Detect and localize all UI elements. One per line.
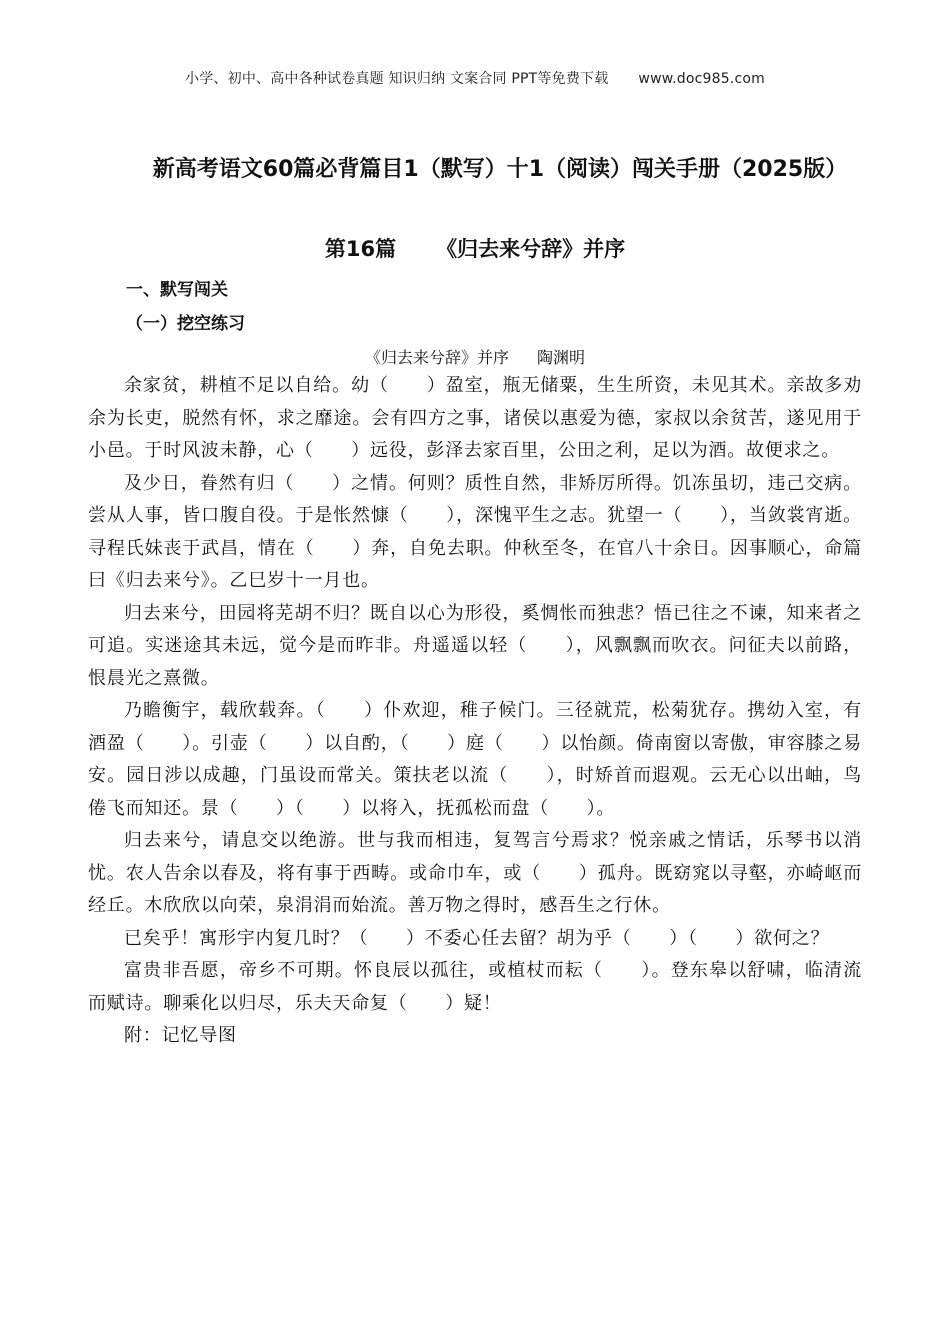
site-header <box>0 68 950 88</box>
paragraph: 乃瞻衡宇，载欣载奔。（ ）仆欢迎，稚子候门。三径就荒，松菊犹存。携幼入室，有酒盈（ ）。引壶（ ）以自酌，（ ）庭（ ）以怡颜。倚南窗以寄傲，审容膝之易安。园日涉以成趣，门虽设而常关。策扶老以流（ ），时矫首而遐观。云无心以出岫，鸟倦飞而知还。景（ ）（ ）以将入，抚孤松而盘（ ）。 <box>88 700 862 819</box>
chapter-number: 第16篇 <box>324 237 397 261</box>
paragraph: 富贵非吾愿，帝乡不可期。怀良辰以孤往，或植杖而耘（ ）。登东皋以舒啸，临清流而赋诗。聊乘化以归尽，乐夫天命复（ ）疑！ <box>88 960 862 1014</box>
paragraph: 已矣乎！寓形宇内复几时？（ ）不委心任去留？胡为乎（ ）（ ）欲何之？ <box>124 927 830 949</box>
poem-heading <box>0 345 950 368</box>
paragraph: 归去来兮，请息交以绝游。世与我而相违，复驾言兮焉求？悦亲戚之情话，乐琴书以消忧。农人告余以春及，将有事于西畴。或命巾车，或（ ）孤舟。既窈窕以寻壑，亦崎岖而经丘。木欣欣以向荣，泉涓涓而始流。善万物之得时，感吾生之行休。 <box>88 830 862 916</box>
poem-title: 《归去来兮辞》并序 <box>364 348 509 367</box>
paragraph: 归去来兮，田园将芜胡不归？既自以心为形役，奚惆怅而独悲？悟已往之不谏，知来者之可追。实迷途其未远，觉今是而昨非。舟遥遥以轻（ ），风飘飘而吹衣。问征夫以前路，恨晨光之熹微。 <box>88 602 862 689</box>
section-heading-dictation: 一、默写闯关 <box>126 280 228 300</box>
paragraph: 及少日，眷然有归（ ）之情。何则？质性自然，非矫厉所得。饥冻虽切，违己交病。尝从人事，皆口腹自役。于是怅然慷（ ），深愧平生之志。犹望一（ ），当敛裳宵逝。寻程氏妹丧于武昌，情在（ ）奔，自免去职。仲秋至冬，在官八十余日。因事顺心，命篇曰《归去来兮》。乙巳岁十一月也。 <box>88 472 862 591</box>
header-url[interactable]: www.doc985.com <box>638 71 765 87</box>
poem-body <box>88 370 862 1053</box>
appendix-note: 附：记忆导图 <box>124 1025 237 1046</box>
poem-author: 陶渊明 <box>537 348 586 367</box>
chapter-name: 《归去来兮辞》并序 <box>436 237 626 261</box>
paragraph: 余家贫，耕植不足以自给。幼（ ）盈室，瓶无储粟，生生所资，未见其术。亲故多劝余为长吏，脱然有怀，求之靡途。会有四方之事，诸侯以惠爱为德，家叔以余贫苦，遂见用于小邑。于时风波未静，心（ ）远役，彭泽去家百里，公田之利，足以为酒。故便求之。 <box>88 375 862 461</box>
header-note: 小学、初中、高中各种试卷真题 知识归纳 文案合同 PPT等免费下载 <box>185 71 609 87</box>
section-heading-fill-blank: （一）挖空练习 <box>126 314 245 334</box>
chapter-subtitle <box>0 233 950 263</box>
document-title: 新高考语文60篇必背篇目1（默写）十1（阅读）闯关手册（2025版） <box>152 157 848 182</box>
